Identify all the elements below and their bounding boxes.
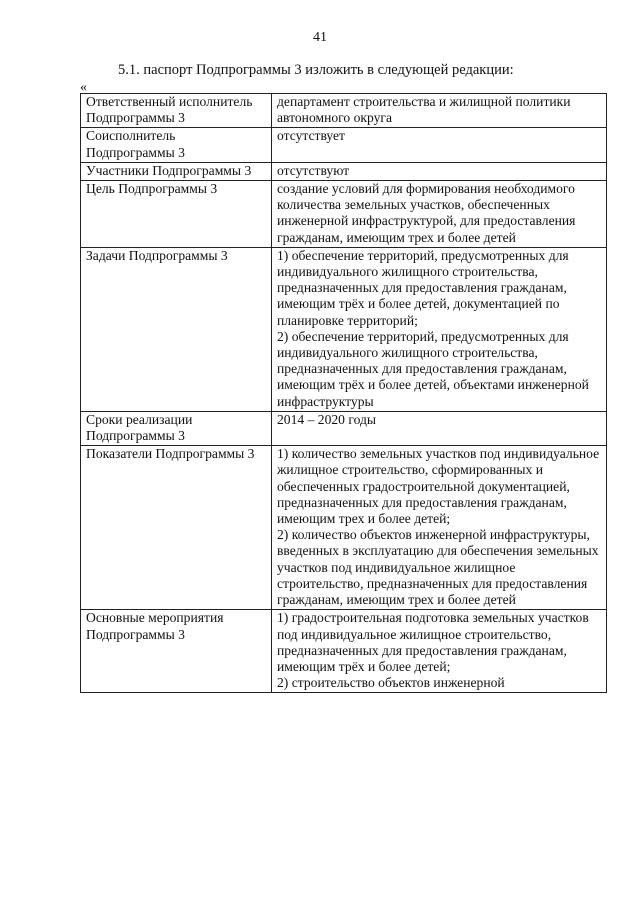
row-label: Показатели Подпрограммы 3: [81, 446, 272, 610]
row-value: 1) обеспечение территорий, предусмотренных для индивидуального жилищного строительства, предназначенных для предоставления гражданам, имеющим трёх и более детей, документацией по планировке территорий; 2) обеспечение территорий, предусмотренных для индивидуального жилищного строительства, предназначенных для предоставления гражданам, имеющим трёх и более детей, объектами инженерной инфраструктуры: [272, 247, 607, 411]
table-row: [81, 94, 607, 128]
row-label: Соисполнитель Подпрограммы 3: [81, 128, 272, 162]
row-label: Цель Подпрограммы 3: [81, 181, 272, 248]
row-value: 2014 – 2020 годы: [272, 411, 607, 445]
subprogram-passport-table: [80, 93, 607, 693]
row-value: 1) количество земельных участков под индивидуальное жилищное строительство, сформированных и обеспеченных градостроительной документацией, предназначенных для предоставления гражданам, имеющим трех и более детей; 2) количество объектов инженерной инфраструктуры, введенных в эксплуатацию для обеспечения земельных участков под индивидуальное жилищное строительство, предназначенных для предоставления гражданам, имеющим трех и более детей: [272, 446, 607, 610]
intro-text: 5.1. паспорт Подпрограммы 3 изложить в следующей редакции:: [118, 62, 514, 78]
table-row: [81, 128, 607, 162]
row-value: департамент строительства и жилищной политики автономного округа: [272, 94, 607, 128]
row-label: Сроки реализации Подпрограммы 3: [81, 411, 272, 445]
row-label: Основные мероприятия Подпрограммы 3: [81, 610, 272, 693]
table-row: [81, 181, 607, 248]
table-row: [81, 610, 607, 693]
table-row: [81, 247, 607, 411]
row-value: создание условий для формирования необходимого количества земельных участков, обеспеченных инженерной инфраструктурой, для предоставления гражданам, имеющим трех и более детей: [272, 181, 607, 248]
page-number: 41: [313, 30, 327, 45]
row-label: Задачи Подпрограммы 3: [81, 247, 272, 411]
row-value: 1) градостроительная подготовка земельных участков под индивидуальное жилищное строительство, предназначенных для предоставления гражданам, имеющим трёх и более детей; 2) строительство объектов инженерной: [272, 610, 607, 693]
table-row: [81, 446, 607, 610]
table-row: [81, 411, 607, 445]
opening-quote: «: [80, 80, 87, 95]
row-label: Участники Подпрограммы 3: [81, 162, 272, 180]
table-row: [81, 162, 607, 180]
row-value: отсутствуют: [272, 162, 607, 180]
row-value: отсутствует: [272, 128, 607, 162]
row-label: Ответственный исполнитель Подпрограммы 3: [81, 94, 272, 128]
